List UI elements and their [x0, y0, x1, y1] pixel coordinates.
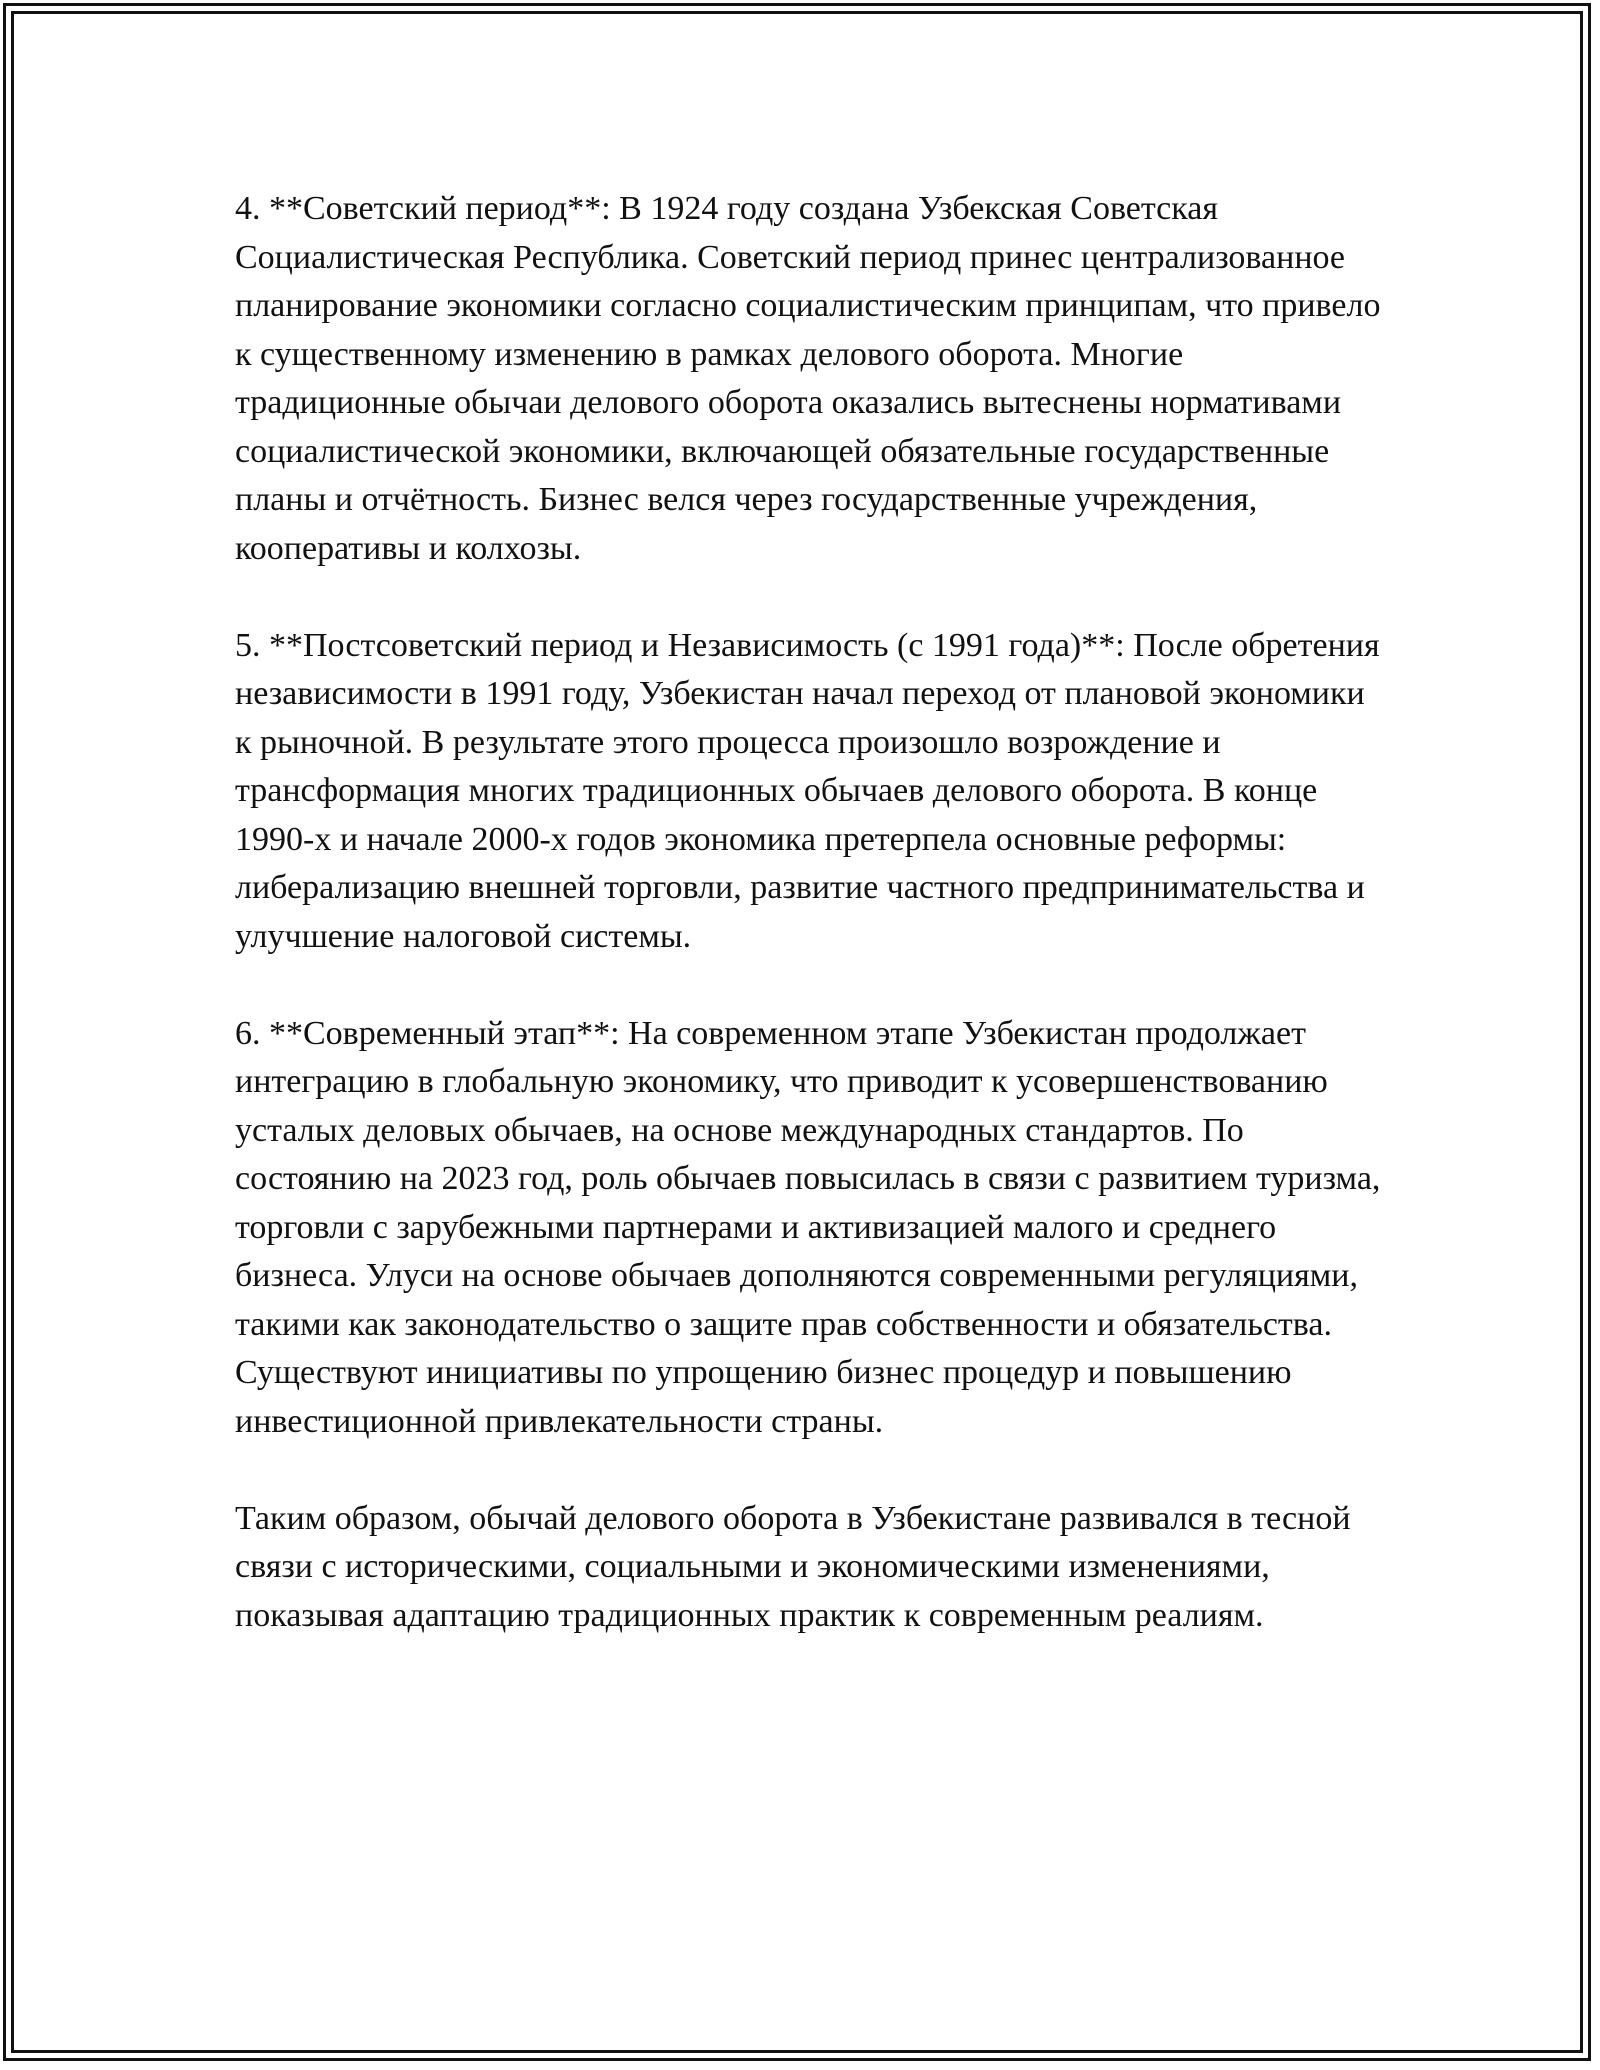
paragraph-conclusion: Таким образом, обычай делового оборота в Узбекистане развивался в тесной связи с историческими, социальными и экономическими изменениями, показывая адаптацию традиционных практик к современным реалиям.	[235, 1499, 1351, 1634]
paragraph-soviet-period: 4. **Советский период**: В 1924 году создана Узбекская Советская Социалистическая Республика. Советский период принес централизованное планирование экономики согласно социалистическим принципам, что привело к существенному изменению в рамках делового оборота. Многие традиционные обычаи делового оборота оказались вытеснены нормативами социалистической экономики, включающей обязательные государственные планы и отчётность. Бизнес велся через государственные учреждения, кооперативы и колхозы.	[235, 190, 1381, 567]
paragraph-post-soviet-period: 5. **Постсоветский период и Независимость (с 1991 года)**: После обретения независимости в 1991 году, Узбекистан начал переход от плановой экономики к рыночной. В результате этого процесса произошло возрождение и трансформация многих традиционных обычаев делового оборота. В конце 1990-х и начале 2000-х годов экономика претерпела основные реформы: либерализацию внешней торговли, развитие частного предпринимательства и улучшение налоговой системы.	[235, 626, 1380, 955]
paragraph-modern-stage: 6. **Современный этап**: На современном этапе Узбекистан продолжает интеграцию в глобальную экономику, что приводит к усовершенствованию усталых деловых обычаев, на основе международных стандартов. По состоянию на 2023 год, роль обычаев повысилась в связи с развитием туризма, торговли с зарубежными партнерами и активизацией малого и среднего бизнеса. Улуси на основе обычаев дополняются современными регуляциями, такими как законодательство о защите прав собственности и обязательства. Существуют инициативы по упрощению бизнес процедур и повышению инвестиционной привлекательности страны.	[235, 1014, 1381, 1440]
document-body	[235, 185, 1385, 1689]
